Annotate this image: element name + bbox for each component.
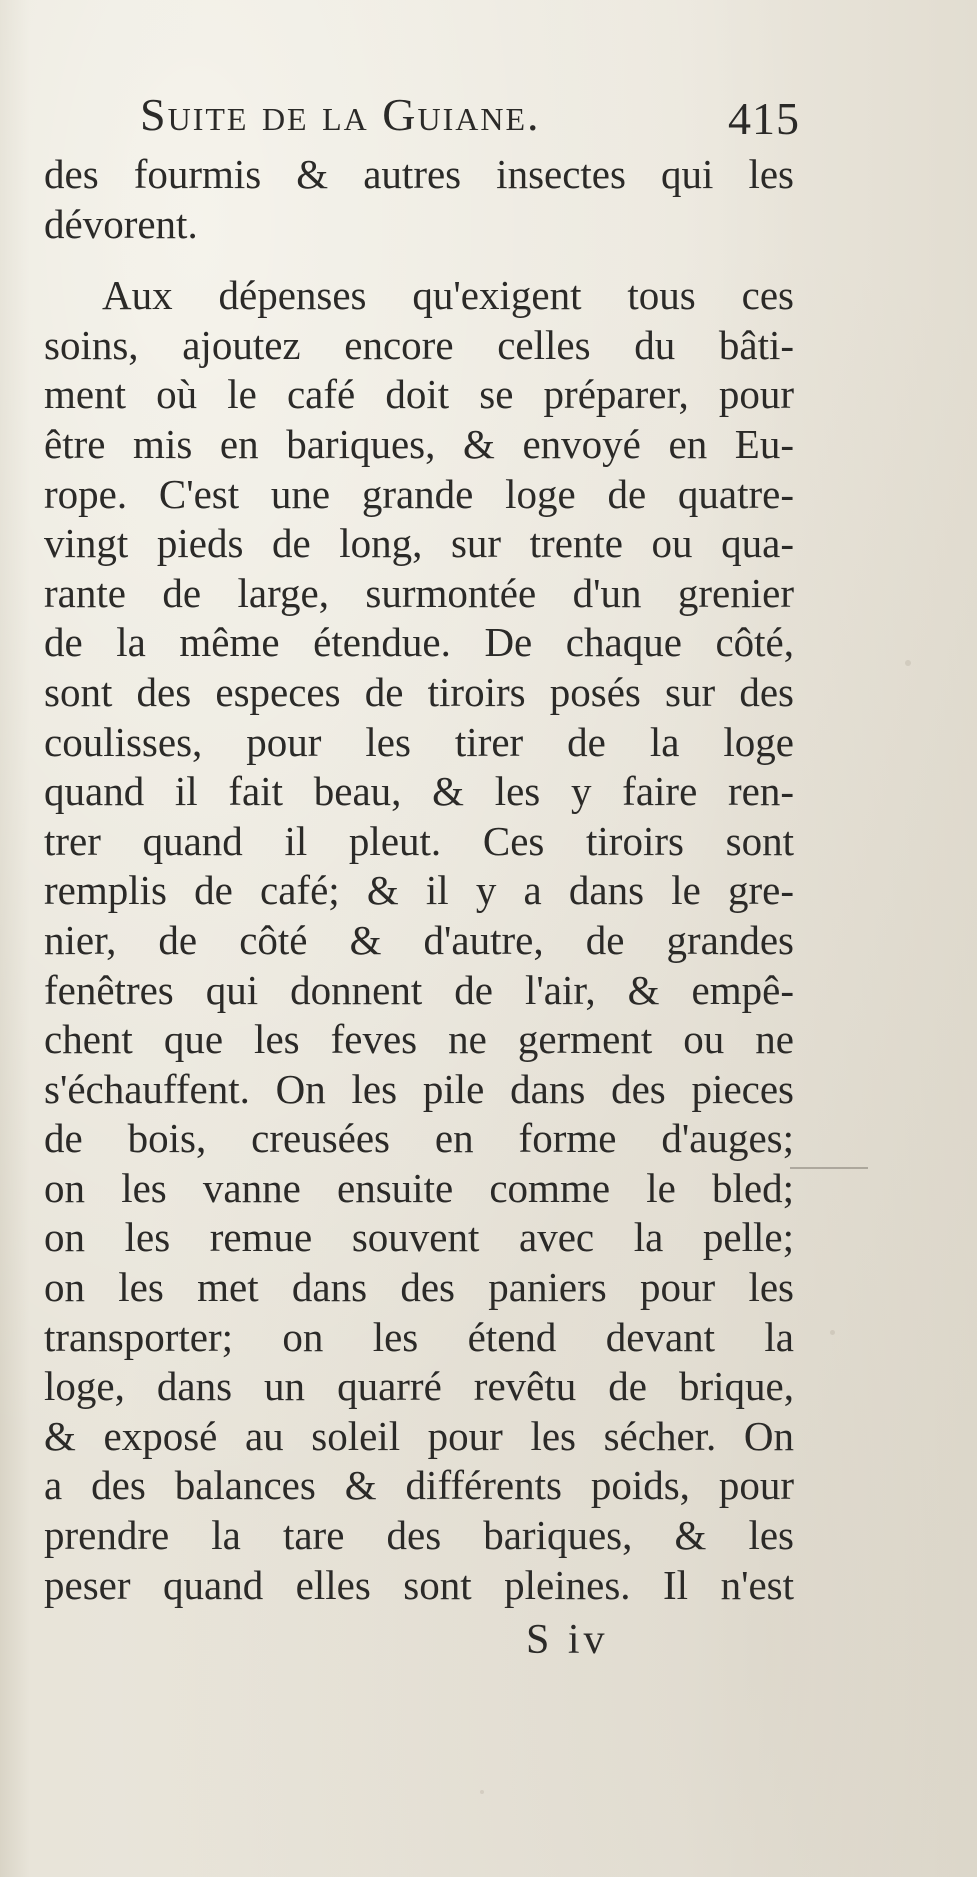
body-text xyxy=(44,150,794,1610)
text-line: on les remue souvent avec la pelle; xyxy=(44,1214,794,1261)
text-line: on les vanne ensuite comme le bled; xyxy=(44,1164,794,1211)
text-line: remplis de café; & il y a dans le gre- xyxy=(44,867,794,914)
text-line: des fourmis & autres insectes qui les xyxy=(44,151,794,197)
page-number: 415 xyxy=(728,93,800,144)
text-line: de bois, creusées en forme d'auges; xyxy=(44,1115,794,1162)
text-line: Aux dépenses qu'exigent tous ces xyxy=(102,272,794,319)
text-line: fenêtres qui donnent de l'air, & empê- xyxy=(44,966,794,1013)
text-line: soins, ajoutez encore celles du bâti- xyxy=(44,321,794,368)
text-line: a des balances & différents poids, pour xyxy=(44,1462,794,1509)
text-line: trer quand il pleut. Ces tiroirs sont xyxy=(44,817,794,864)
text-line: chent que les feves ne germent ou ne xyxy=(44,1016,794,1063)
text-line: ment où le café doit se préparer, pour xyxy=(44,371,794,418)
text-line: rante de large, surmontée d'un grenier xyxy=(44,569,794,616)
paper-spot xyxy=(905,660,911,666)
text-line: transporter; on les étend devant la xyxy=(44,1313,794,1360)
text-line: de la même étendue. De chaque côté, xyxy=(44,619,794,666)
text-line: quand il fait beau, & les y faire ren- xyxy=(44,768,794,815)
text-line: rope. C'est une grande loge de quatre- xyxy=(44,470,794,517)
text-line: & exposé au soleil pour les sécher. On xyxy=(44,1412,794,1459)
text-line: dévorent. xyxy=(44,200,198,247)
text-line: nier, de côté & d'autre, de grandes xyxy=(44,916,794,963)
text-line: sont des especes de tiroirs posés sur des xyxy=(44,668,794,715)
text-line: s'échauffent. On les pile dans des pieces xyxy=(44,1065,794,1112)
running-head: Suite de la Guiane. xyxy=(140,89,541,140)
text-line: on les met dans des paniers pour les xyxy=(44,1264,794,1311)
margin-pencil-mark xyxy=(790,1167,868,1169)
paper-spot xyxy=(480,1790,484,1794)
signature-mark: S iv xyxy=(526,1617,609,1663)
text-line: loge, dans un quarré revêtu de brique, xyxy=(44,1363,794,1410)
paper-spot xyxy=(830,1330,835,1335)
text-line: prendre la tare des bariques, & les xyxy=(44,1512,794,1559)
text-line: vingt pieds de long, sur trente ou qua- xyxy=(44,520,794,567)
page-header xyxy=(140,88,800,150)
text-line: coulisses, pour les tirer de la loge xyxy=(44,718,794,765)
text-line: peser quand elles sont pleines. Il n'est xyxy=(44,1561,794,1608)
text-line: être mis en bariques, & envoyé en Eu- xyxy=(44,420,794,467)
